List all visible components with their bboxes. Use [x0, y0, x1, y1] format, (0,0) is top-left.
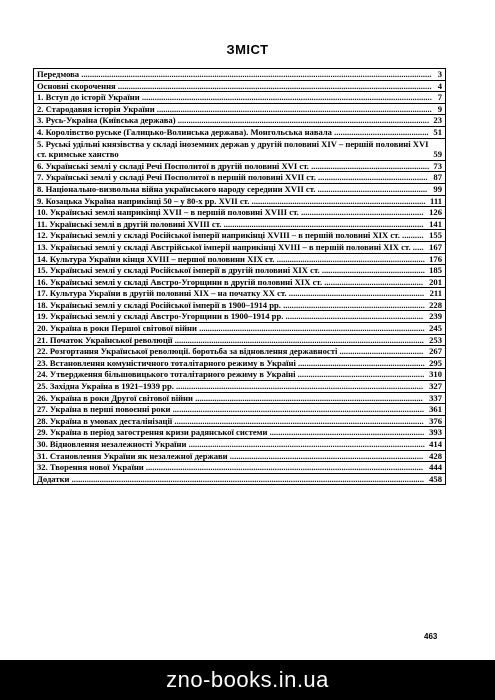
toc-entry-title: 13. Українські землі у складі Австрійської імперії наприкінці XVIII – в першій половині XIX ст. .....	[37, 241, 424, 252]
toc-entry-title: 24. Утвердження більшовицького тоталітарного режиму в Україні ...........................................................	[37, 369, 425, 380]
toc-entry-title: 27. Україна в перші повоєнні роки .....................................................................................................................	[37, 404, 424, 415]
toc-row	[34, 288, 445, 300]
toc-entry-page: 428	[429, 450, 442, 461]
toc-row	[34, 416, 445, 428]
toc-entry-title: 26. Україна в роки Другої світової війни ..........................................................................................................	[37, 392, 423, 403]
toc-entry-page: 393	[429, 427, 442, 438]
toc-entry-title: 32. Творення нової України .................................................................................................................................	[37, 462, 424, 473]
toc-entry-title: 15. Українські землі у складі Російської імперії в другій половині XIX ст. ................................................	[37, 265, 425, 276]
toc-entry-page: 23	[433, 115, 442, 126]
toc-row	[34, 104, 445, 116]
toc-entry-title: 19. Українські землі у складі Австро-Угорщини в 1900–1914 рр. ................................................................	[37, 311, 424, 322]
toc-entry-title: Додатки ....................................................................................................................................................................	[37, 473, 424, 484]
toc-row	[34, 115, 445, 127]
toc-entry-page: 337	[429, 392, 442, 403]
toc-entry-page: 126	[429, 207, 442, 218]
toc-row	[34, 242, 445, 254]
toc-row	[34, 427, 445, 439]
toc-entry-page: 361	[429, 404, 442, 415]
toc-entry-title: 28. Україна в умовах десталінізації ....................................................................................................................	[37, 415, 424, 426]
toc-entry-page: 458	[429, 473, 442, 484]
toc-entry-title: Основні скорочення ..................................................................................................................................................	[37, 80, 432, 91]
toc-entry-title: 3. Русь-Україна (Київська держава) .....................................................................................................................	[37, 115, 430, 126]
toc-entry-page: 73	[433, 160, 442, 171]
toc-entry-title: 23. Встановлення комуністичного тоталітарного режиму в Україні ...........................................................	[37, 357, 425, 368]
toc-row	[34, 139, 445, 161]
toc-entry-title: 6. Українські землі у складі Речі Посполитої в другій половині XVI ст. .......................................................	[37, 160, 430, 171]
toc-entry-title: 18. Українські землі у складі Російської імперії в 1900–1914 рр. ..................................................................	[37, 299, 425, 310]
toc-row	[34, 346, 445, 358]
toc-entry-page: 141	[429, 218, 442, 229]
toc-row	[34, 439, 445, 451]
toc-row	[34, 254, 445, 266]
toc-row	[34, 219, 445, 231]
toc-row	[34, 462, 445, 474]
toc-row	[34, 277, 445, 289]
toc-entry-title: 25. Західна Україна в 1921–1939 рр. ...................................................................................................................	[37, 381, 424, 392]
toc-entry-title: 7. Українські землі у складі Речі Посполитої в першій половині XVII ст. ...................................................	[37, 172, 428, 183]
toc-row	[34, 207, 445, 219]
toc-entry-page: 201	[429, 276, 442, 287]
toc-entry-title: Передмова ...................................................................................................................................................................	[37, 69, 432, 79]
toc-entry-title: 4. Королівство руське (Галицько-Волинська держава). Монгольська навала ............................................	[37, 126, 429, 137]
toc-entry-title: 14. Культура України кінця XVIII – першої половини XIX ст. .....................................................................	[37, 253, 425, 264]
toc-row	[34, 323, 445, 335]
toc-row	[34, 265, 445, 277]
toc-entry-page: 376	[429, 415, 442, 426]
toc-entry-page: 185	[429, 265, 442, 276]
toc-entry-page: 239	[429, 311, 442, 322]
watermark-banner: zno-books.in.ua	[0, 660, 495, 700]
toc-entry-page: 267	[429, 346, 442, 357]
toc-entry-page: 228	[429, 299, 442, 310]
toc-row	[34, 196, 445, 208]
toc-row	[34, 381, 445, 393]
toc-row	[34, 81, 445, 93]
toc-row	[34, 69, 445, 81]
toc-entry-page: 3	[437, 69, 442, 79]
toc-entry-page: 310	[429, 369, 442, 380]
toc-entry-page: 245	[429, 323, 442, 334]
toc-entry-title: 10. Українські землі наприкінці XVII – в першій половині XVIII ст. .........................................................	[37, 207, 424, 218]
toc-row	[34, 335, 445, 347]
toc-entry-title: 20. Україна в роки Першої світової війни .........................................................................................................	[37, 323, 425, 334]
toc-row	[34, 300, 445, 312]
table-of-contents	[33, 68, 446, 485]
page-title: ЗМІСТ	[226, 42, 269, 57]
toc-entry-title: 1. Вступ до історії України .......................................................................................................................................	[37, 92, 432, 103]
toc-entry-page: 111	[430, 195, 442, 206]
toc-entry-title: 22. Розгортання Української революції. боротьба за відновлення державності .......................................	[37, 346, 424, 357]
toc-row	[34, 451, 445, 463]
toc-row	[34, 404, 445, 416]
toc-entry-page: 155	[429, 230, 442, 241]
toc-entry-title: 16. Українські землі у складі Австро-Угорщини в другій половині XIX ст. ..............................................	[37, 276, 424, 287]
toc-row	[34, 172, 445, 184]
toc-row	[34, 161, 445, 173]
toc-row	[34, 127, 445, 139]
toc-entry-page: 211	[429, 288, 442, 299]
toc-entry-title: 31. Становлення України як незалежної держави ..........................................................................................	[37, 450, 424, 461]
toc-row	[34, 184, 445, 196]
toc-entry-page: 99	[433, 183, 442, 194]
toc-entry-title: 21. Початок Української революції ....................................................................................................................	[37, 334, 424, 345]
toc-row	[34, 393, 445, 405]
toc-row	[34, 230, 445, 242]
toc-entry-page: 51	[433, 126, 442, 137]
toc-entry-page: 295	[429, 357, 442, 368]
toc-entry-title: 9. Козацька Україна наприкінці 50 – у 80-х рр. XVII ст. .................................................................................	[37, 195, 426, 206]
toc-row	[34, 358, 445, 370]
toc-entry-page: 7	[437, 92, 442, 103]
toc-row	[34, 311, 445, 323]
page-number: 463	[424, 632, 438, 641]
toc-row	[34, 474, 445, 486]
toc-entry-title: 2. Стародавня історія України ................................................................................................................................	[37, 103, 432, 114]
toc-entry-page: 87	[433, 172, 442, 183]
toc-entry-title: 30. Відновлення незалежності України ..............................................................................................................	[37, 439, 425, 449]
toc-entry-page: 9	[437, 103, 442, 114]
toc-entry-page: 444	[429, 462, 442, 473]
toc-entry-title: 12. Українські землі у складі Російської імперії наприкінці XVIII – в першій половині XIX ст. ..........	[37, 230, 424, 241]
toc-entry-page: 59	[433, 149, 442, 160]
toc-entry-page: 327	[429, 381, 442, 392]
toc-entry-title: 29. Україна в період загострення кризи радянської системи ........................................................................	[37, 427, 425, 438]
toc-entry-title: 5. Руські удільні князівства у складі іноземних держав у другій половині XIV – першій половині XVI ст. кримське ханство	[37, 138, 429, 160]
toc-entry-page: 167	[429, 241, 442, 252]
toc-entry-title: 17. Культура України в другій половині XIX – на початку XX ст. ...............................................................	[37, 288, 425, 299]
toc-row	[34, 92, 445, 104]
toc-entry-title: 8. Національно-визвольна війна українського народу середини XVII ст. ...................................................	[37, 183, 428, 194]
toc-entry-title: 11. Українські землі в другій половині XVIII ст. .............................................................................................	[37, 218, 424, 229]
toc-row	[34, 369, 445, 381]
toc-entry-page: 176	[429, 253, 442, 264]
toc-entry-page: 253	[429, 334, 442, 345]
toc-entry-page: 4	[437, 80, 442, 91]
toc-entry-page: 414	[429, 439, 442, 449]
